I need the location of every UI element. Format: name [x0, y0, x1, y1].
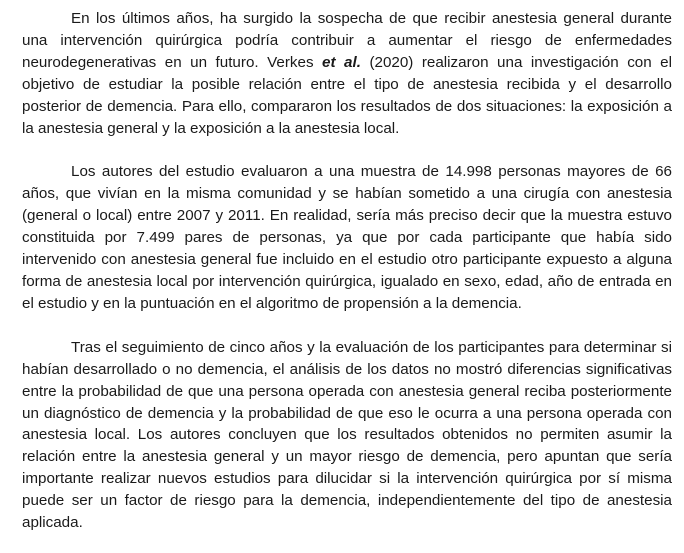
paragraph-intro-text-end: (2020) realizaron una investigación con el objetivo de estudiar la posible relación entre el tipo de anestesia recibida y el desarrollo posterior de demencia. Para ello, compararon los resultados de dos situaciones: la exposición a la anestesia general y la exposición a la anestesia local. [22, 53, 673, 137]
paragraph-results: Tras el seguimiento de cinco años y la evaluación de los participantes para determinar si habían desarrollado o no demencia, el análisis de los datos no mostró diferencias significativas entre la probabilidad de que una persona operada con anestesia general reciba posteriormente un diagnóstico de demencia y la probabilidad de que eso le ocurra a una persona operada con anestesia local. Los autores concluyen que los resultados obtenidos no permiten asumir la relación entre la anestesia general y un mayor riesgo de demencia, pero apuntan que sería importante realizar nuevos estudios para dilucidar si la intervención quirúrgica por sí misma puede ser un factor de riesgo para la demencia, independientemente del tipo de anestesia aplicada. [22, 338, 672, 532]
et-al-emphasis: et al. [322, 53, 361, 71]
paragraph-sample: Los autores del estudio evaluaron a una muestra de 14.998 personas mayores de 66 años, que vivían en la misma comunidad y se habían sometido a una cirugía con anestesia (general o local) entre 2007 y 2011. En realidad, sería más preciso decir que la muestra estuvo constituida por 7.499 pares de personas, ya que por cada participante que había sido intervenido con anestesia general fue incluido en el estudio otro participante expuesto a alguna forma de anestesia local por intervención quirúrgica, igualado en sexo, edad, año de entrada en el estudio y en la puntuación en el algoritmo de propensión a la demencia. [22, 163, 672, 312]
paragraph-intro-text-start: En los últimos años, ha surgido la sospecha de que recibir anestesia general durante una intervención quirúrgica podría contribuir a aumentar el riesgo de enfermedades neurodegenerativas en un futuro. Verkes [22, 10, 672, 71]
paragraph-intro [22, 8, 672, 139]
